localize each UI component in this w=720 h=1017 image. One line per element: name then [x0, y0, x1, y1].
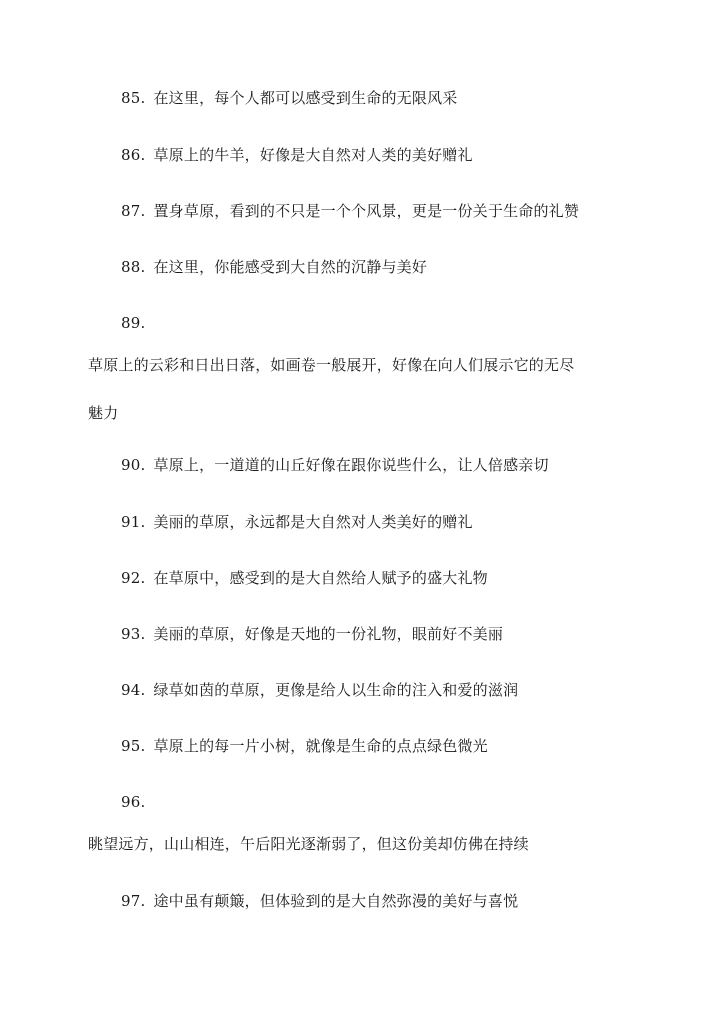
- item-number: 86.: [121, 146, 146, 164]
- item-text: 途中虽有颠簸，但体验到的是大自然弥漫的美好与喜悦: [153, 892, 519, 910]
- item-number: 85.: [121, 89, 146, 107]
- item-number: 93.: [121, 625, 146, 643]
- item-text: 草原上的每一片小树，就像是生命的点点绿色微光: [153, 737, 488, 755]
- list-item: [121, 455, 549, 475]
- item-number: 91.: [121, 513, 146, 531]
- item-text: 绿草如茵的草原，更像是给人以生命的注入和爱的滋润: [153, 681, 519, 699]
- list-item: [121, 891, 518, 911]
- list-item: [121, 736, 488, 756]
- item-number: 87.: [121, 202, 146, 220]
- list-item: [121, 88, 457, 108]
- item-text: 草原上，一道道的山丘好像在跟你说些什么，让人倍感亲切: [153, 456, 549, 474]
- item-number: 95.: [121, 737, 146, 755]
- list-item: [121, 568, 488, 588]
- item-number: 90.: [121, 456, 146, 474]
- item-number: 88.: [121, 258, 146, 276]
- item-text: 在这里，每个人都可以感受到生命的无限风采: [153, 89, 458, 107]
- list-item: [121, 680, 518, 700]
- item-number: 92.: [121, 569, 146, 587]
- list-item: [121, 145, 473, 165]
- list-item-text-line: [88, 355, 574, 375]
- item-text: 美丽的草原，永远都是大自然对人类美好的赠礼: [153, 513, 473, 531]
- item-number: 94.: [121, 681, 146, 699]
- item-text: 在这里，你能感受到大自然的沉静与美好: [153, 258, 428, 276]
- item-number: 97.: [121, 892, 146, 910]
- item-number: 96.: [121, 793, 146, 811]
- list-item: [121, 624, 503, 644]
- list-item-number-only: [121, 792, 145, 812]
- item-text: 置身草原，看到的不只是一个个风景，更是一份关于生命的礼赞: [153, 202, 580, 220]
- list-item-text-line: [88, 834, 529, 854]
- item-text: 草原上的云彩和日出日落，如画卷一般展开，好像在向人们展示它的无尽: [88, 356, 575, 374]
- item-text: 美丽的草原，好像是天地的一份礼物，眼前好不美丽: [153, 625, 504, 643]
- list-item-text-line: [88, 403, 118, 423]
- item-text: 在草原中，感受到的是大自然给人赋予的盛大礼物: [153, 569, 488, 587]
- list-item: [121, 201, 579, 221]
- item-number: 89.: [121, 314, 146, 332]
- item-text: 魅力: [88, 404, 119, 422]
- item-text: 眺望远方，山山相连，午后阳光逐渐弱了，但这份美却仿佛在持续: [88, 835, 529, 853]
- list-item: [121, 512, 473, 532]
- item-text: 草原上的牛羊，好像是大自然对人类的美好赠礼: [153, 146, 473, 164]
- list-item-number-only: [121, 313, 145, 333]
- list-item: [121, 257, 427, 277]
